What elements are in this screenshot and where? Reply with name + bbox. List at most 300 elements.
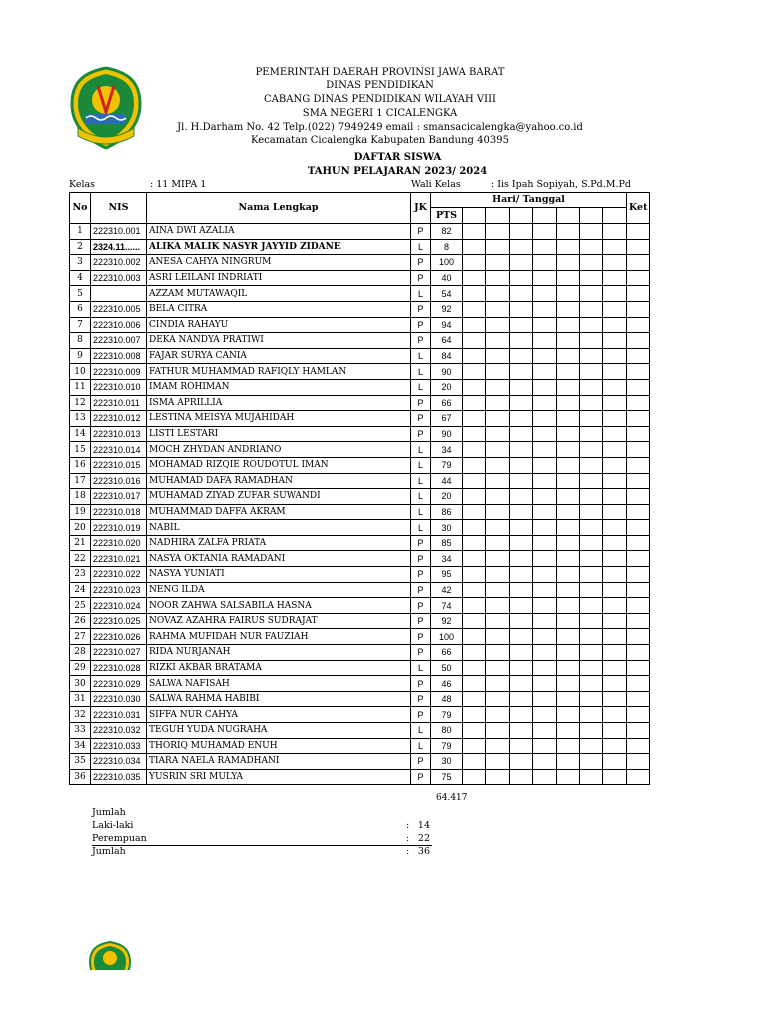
attendance-cell xyxy=(580,629,603,645)
student-gender: P xyxy=(411,645,431,661)
col-ket-header: Ket xyxy=(627,193,650,224)
empty-header-cell xyxy=(557,208,580,224)
attendance-cell xyxy=(463,520,486,536)
attendance-cell xyxy=(557,379,580,395)
attendance-cell xyxy=(580,754,603,770)
header-address: Jl. H.Darham No. 42 Telp.(022) 7949249 email : smansacicalengka@yahoo.co.id xyxy=(177,122,583,133)
student-gender: L xyxy=(411,379,431,395)
student-nis xyxy=(91,286,147,302)
attendance-cell xyxy=(603,442,627,458)
student-nis: 222310.012 xyxy=(91,411,147,427)
attendance-cell xyxy=(533,754,557,770)
student-nis: 222310.003 xyxy=(91,270,147,286)
table-row xyxy=(70,551,650,567)
attendance-cell xyxy=(486,224,510,240)
attendance-cell xyxy=(533,738,557,754)
row-number: 16 xyxy=(70,457,91,473)
table-row xyxy=(70,613,650,629)
attendance-cell xyxy=(510,255,533,271)
student-gender: P xyxy=(411,301,431,317)
student-nis: 222310.017 xyxy=(91,489,147,505)
attendance-cell xyxy=(463,504,486,520)
remark-cell xyxy=(627,395,650,411)
empty-header-cell xyxy=(603,208,627,224)
student-nis: 222310.024 xyxy=(91,598,147,614)
attendance-cell xyxy=(580,582,603,598)
attendance-cell xyxy=(557,629,580,645)
student-name: ANESA CAHYA NINGRUM xyxy=(147,255,411,271)
student-pts-score: 90 xyxy=(431,364,463,380)
total-colon: : xyxy=(406,846,410,857)
row-number: 25 xyxy=(70,598,91,614)
attendance-cell xyxy=(557,567,580,583)
attendance-cell xyxy=(510,457,533,473)
attendance-cell xyxy=(463,660,486,676)
attendance-cell xyxy=(463,442,486,458)
attendance-cell xyxy=(603,301,627,317)
col-nis-header: NIS xyxy=(91,193,147,224)
attendance-cell xyxy=(533,333,557,349)
student-table xyxy=(69,192,650,785)
female-colon: : xyxy=(406,833,410,844)
homeroom-value: : Iis Ipah Sopiyah, S.Pd.M.Pd xyxy=(491,179,631,190)
attendance-cell xyxy=(603,535,627,551)
student-name: NENG ILDA xyxy=(147,582,411,598)
attendance-cell xyxy=(463,286,486,302)
student-gender: P xyxy=(411,317,431,333)
student-pts-score: 20 xyxy=(431,379,463,395)
female-count: 22 xyxy=(417,833,430,844)
attendance-cell xyxy=(580,239,603,255)
student-gender: L xyxy=(411,738,431,754)
attendance-cell xyxy=(557,754,580,770)
attendance-cell xyxy=(510,645,533,661)
attendance-cell xyxy=(557,473,580,489)
attendance-cell xyxy=(510,426,533,442)
attendance-cell xyxy=(533,660,557,676)
remark-cell xyxy=(627,613,650,629)
remark-cell xyxy=(627,691,650,707)
student-name: AINA DWI AZALIA xyxy=(147,224,411,240)
attendance-cell xyxy=(486,645,510,661)
remark-cell xyxy=(627,457,650,473)
remark-cell xyxy=(627,738,650,754)
attendance-cell xyxy=(510,723,533,739)
attendance-cell xyxy=(603,551,627,567)
attendance-cell xyxy=(463,676,486,692)
remark-cell xyxy=(627,567,650,583)
student-pts-score: 95 xyxy=(431,567,463,583)
remark-cell xyxy=(627,255,650,271)
attendance-cell xyxy=(463,301,486,317)
student-pts-score: 66 xyxy=(431,645,463,661)
student-nis: 222310.005 xyxy=(91,301,147,317)
attendance-cell xyxy=(580,379,603,395)
total-count: 36 xyxy=(417,846,430,857)
student-gender: P xyxy=(411,769,431,785)
header-gov-line: PEMERINTAH DAERAH PROVINSI JAWA BARAT xyxy=(255,67,505,78)
attendance-cell xyxy=(557,582,580,598)
student-gender: P xyxy=(411,754,431,770)
remark-cell xyxy=(627,333,650,349)
attendance-cell xyxy=(463,239,486,255)
empty-header-cell xyxy=(463,208,486,224)
attendance-cell xyxy=(486,286,510,302)
attendance-cell xyxy=(463,707,486,723)
attendance-cell xyxy=(486,333,510,349)
student-name: RIDA NURJANAH xyxy=(147,645,411,661)
table-row xyxy=(70,301,650,317)
attendance-cell xyxy=(486,473,510,489)
attendance-cell xyxy=(533,379,557,395)
table-row xyxy=(70,317,650,333)
student-gender: L xyxy=(411,348,431,364)
attendance-cell xyxy=(557,239,580,255)
student-gender: P xyxy=(411,582,431,598)
attendance-cell xyxy=(463,379,486,395)
attendance-cell xyxy=(580,738,603,754)
student-name: NOOR ZAHWA SALSABILA HASNA xyxy=(147,598,411,614)
male-colon: : xyxy=(406,820,410,831)
student-name: MOCH ZHYDAN ANDRIANO xyxy=(147,442,411,458)
header-school-name: SMA NEGERI 1 CICALENGKA xyxy=(302,108,458,119)
header-dept-line: DINAS PENDIDIKAN xyxy=(326,80,434,91)
remark-cell xyxy=(627,270,650,286)
remark-cell xyxy=(627,629,650,645)
table-row xyxy=(70,333,650,349)
west-java-emblem-icon xyxy=(88,940,132,970)
row-number: 4 xyxy=(70,270,91,286)
col-pts-header: PTS xyxy=(431,208,463,224)
attendance-cell xyxy=(533,224,557,240)
student-name: MUHAMAD ZIYAD ZUFAR SUWANDI xyxy=(147,489,411,505)
attendance-cell xyxy=(533,551,557,567)
student-pts-score: 42 xyxy=(431,582,463,598)
student-gender: L xyxy=(411,660,431,676)
attendance-cell xyxy=(486,754,510,770)
attendance-cell xyxy=(463,582,486,598)
table-row xyxy=(70,520,650,536)
student-name: RAHMA MUFIDAH NUR FAUZIAH xyxy=(147,629,411,645)
attendance-cell xyxy=(510,738,533,754)
row-number: 22 xyxy=(70,551,91,567)
attendance-cell xyxy=(557,301,580,317)
table-row xyxy=(70,457,650,473)
remark-cell xyxy=(627,660,650,676)
student-pts-score: 90 xyxy=(431,426,463,442)
student-name: FAJAR SURYA CANIA xyxy=(147,348,411,364)
row-number: 7 xyxy=(70,317,91,333)
student-name: BELA CITRA xyxy=(147,301,411,317)
attendance-cell xyxy=(603,629,627,645)
row-number: 29 xyxy=(70,660,91,676)
student-pts-score: 92 xyxy=(431,613,463,629)
table-row xyxy=(70,489,650,505)
student-name: TIARA NAELA RAMADHANI xyxy=(147,754,411,770)
attendance-cell xyxy=(510,520,533,536)
student-nis: 222310.016 xyxy=(91,473,147,489)
student-gender: P xyxy=(411,535,431,551)
student-nis: 222310.001 xyxy=(91,224,147,240)
student-nis: 222310.008 xyxy=(91,348,147,364)
row-number: 32 xyxy=(70,707,91,723)
student-gender: P xyxy=(411,395,431,411)
attendance-cell xyxy=(557,255,580,271)
student-gender: L xyxy=(411,286,431,302)
remark-cell xyxy=(627,535,650,551)
attendance-cell xyxy=(603,364,627,380)
student-gender: P xyxy=(411,270,431,286)
attendance-cell xyxy=(533,442,557,458)
document-title: DAFTAR SISWA xyxy=(353,152,442,163)
attendance-cell xyxy=(557,613,580,629)
attendance-cell xyxy=(603,239,627,255)
table-row xyxy=(70,239,650,255)
attendance-cell xyxy=(486,613,510,629)
student-nis: 222310.026 xyxy=(91,629,147,645)
attendance-cell xyxy=(486,442,510,458)
attendance-cell xyxy=(486,520,510,536)
student-gender: P xyxy=(411,629,431,645)
attendance-cell xyxy=(533,364,557,380)
attendance-cell xyxy=(533,348,557,364)
attendance-cell xyxy=(603,504,627,520)
row-number: 13 xyxy=(70,411,91,427)
attendance-cell xyxy=(486,629,510,645)
attendance-cell xyxy=(603,333,627,349)
remark-cell xyxy=(627,754,650,770)
row-number: 23 xyxy=(70,567,91,583)
attendance-cell xyxy=(533,457,557,473)
attendance-cell xyxy=(463,535,486,551)
student-nis: 222310.031 xyxy=(91,707,147,723)
attendance-cell xyxy=(557,598,580,614)
student-pts-score: 50 xyxy=(431,660,463,676)
student-pts-score: 46 xyxy=(431,676,463,692)
row-number: 5 xyxy=(70,286,91,302)
attendance-cell xyxy=(463,255,486,271)
row-number: 36 xyxy=(70,769,91,785)
table-row xyxy=(70,364,650,380)
student-pts-score: 79 xyxy=(431,707,463,723)
table-row xyxy=(70,255,650,271)
attendance-cell xyxy=(557,489,580,505)
attendance-cell xyxy=(580,395,603,411)
student-name: NABIL xyxy=(147,520,411,536)
attendance-cell xyxy=(510,535,533,551)
student-nis: 222310.011 xyxy=(91,395,147,411)
student-pts-score: 67 xyxy=(431,411,463,427)
student-name: LISTI LESTARI xyxy=(147,426,411,442)
remark-cell xyxy=(627,239,650,255)
student-pts-score: 64 xyxy=(431,333,463,349)
attendance-cell xyxy=(486,723,510,739)
student-gender: P xyxy=(411,333,431,349)
student-gender: L xyxy=(411,723,431,739)
student-gender: P xyxy=(411,567,431,583)
attendance-cell xyxy=(533,535,557,551)
attendance-cell xyxy=(603,723,627,739)
table-row xyxy=(70,473,650,489)
table-row xyxy=(70,535,650,551)
student-pts-score: 94 xyxy=(431,317,463,333)
attendance-cell xyxy=(580,255,603,271)
attendance-cell xyxy=(486,426,510,442)
row-number: 10 xyxy=(70,364,91,380)
student-pts-score: 80 xyxy=(431,723,463,739)
table-row xyxy=(70,411,650,427)
remark-cell xyxy=(627,707,650,723)
attendance-cell xyxy=(463,723,486,739)
attendance-cell xyxy=(557,348,580,364)
col-date-header: Hari/ Tanggal xyxy=(431,193,627,208)
remark-cell xyxy=(627,489,650,505)
empty-header-cell xyxy=(510,208,533,224)
attendance-cell xyxy=(533,676,557,692)
row-number: 19 xyxy=(70,504,91,520)
homeroom-label: Wali Kelas xyxy=(411,179,461,190)
attendance-cell xyxy=(557,504,580,520)
student-name: ISMA APRILLIA xyxy=(147,395,411,411)
row-number: 34 xyxy=(70,738,91,754)
attendance-cell xyxy=(603,676,627,692)
attendance-cell xyxy=(486,364,510,380)
student-pts-score: 34 xyxy=(431,442,463,458)
student-rows xyxy=(70,224,650,785)
student-name: NASYA YUNIATI xyxy=(147,567,411,583)
student-nis: 222310.022 xyxy=(91,567,147,583)
attendance-cell xyxy=(510,582,533,598)
remark-cell xyxy=(627,520,650,536)
student-nis: 222310.014 xyxy=(91,442,147,458)
attendance-cell xyxy=(510,239,533,255)
student-pts-score: 40 xyxy=(431,270,463,286)
attendance-cell xyxy=(510,551,533,567)
attendance-cell xyxy=(486,379,510,395)
table-row xyxy=(70,707,650,723)
student-gender: L xyxy=(411,442,431,458)
student-name: MOHAMAD RIZQIE ROUDOTUL IMAN xyxy=(147,457,411,473)
attendance-cell xyxy=(557,270,580,286)
student-gender: P xyxy=(411,426,431,442)
student-name: SALWA NAFISAH xyxy=(147,676,411,692)
remark-cell xyxy=(627,224,650,240)
student-nis: 222310.029 xyxy=(91,676,147,692)
attendance-cell xyxy=(510,473,533,489)
attendance-cell xyxy=(486,504,510,520)
attendance-cell xyxy=(557,535,580,551)
row-number: 1 xyxy=(70,224,91,240)
attendance-cell xyxy=(603,598,627,614)
attendance-cell xyxy=(463,457,486,473)
attendance-cell xyxy=(486,411,510,427)
attendance-cell xyxy=(603,348,627,364)
attendance-cell xyxy=(486,582,510,598)
attendance-cell xyxy=(603,224,627,240)
male-count: 14 xyxy=(417,820,430,831)
attendance-cell xyxy=(580,348,603,364)
student-nis: 222310.025 xyxy=(91,613,147,629)
attendance-cell xyxy=(533,317,557,333)
attendance-cell xyxy=(533,504,557,520)
attendance-cell xyxy=(557,457,580,473)
remark-cell xyxy=(627,286,650,302)
attendance-cell xyxy=(603,567,627,583)
attendance-cell xyxy=(603,645,627,661)
attendance-cell xyxy=(557,769,580,785)
attendance-cell xyxy=(510,567,533,583)
row-number: 20 xyxy=(70,520,91,536)
attendance-cell xyxy=(486,769,510,785)
attendance-cell xyxy=(463,348,486,364)
row-number: 28 xyxy=(70,645,91,661)
student-pts-score: 30 xyxy=(431,754,463,770)
table-row xyxy=(70,629,650,645)
attendance-cell xyxy=(557,645,580,661)
student-pts-score: 44 xyxy=(431,473,463,489)
table-row xyxy=(70,754,650,770)
attendance-cell xyxy=(580,301,603,317)
student-name: THORIQ MUHAMAD ENUH xyxy=(147,738,411,754)
row-number: 18 xyxy=(70,489,91,505)
class-value: : 11 MIPA 1 xyxy=(150,179,207,190)
attendance-cell xyxy=(510,395,533,411)
attendance-cell xyxy=(510,504,533,520)
attendance-cell xyxy=(486,567,510,583)
attendance-cell xyxy=(580,613,603,629)
table-row xyxy=(70,442,650,458)
table-row xyxy=(70,582,650,598)
attendance-cell xyxy=(603,395,627,411)
student-nis: 222310.033 xyxy=(91,738,147,754)
student-pts-score: 82 xyxy=(431,224,463,240)
attendance-cell xyxy=(533,473,557,489)
student-gender: P xyxy=(411,691,431,707)
attendance-cell xyxy=(603,379,627,395)
student-nis: 222310.027 xyxy=(91,645,147,661)
attendance-cell xyxy=(603,707,627,723)
attendance-cell xyxy=(533,270,557,286)
student-gender: P xyxy=(411,411,431,427)
attendance-cell xyxy=(557,442,580,458)
attendance-cell xyxy=(603,286,627,302)
attendance-cell xyxy=(463,489,486,505)
row-number: 35 xyxy=(70,754,91,770)
attendance-cell xyxy=(580,598,603,614)
attendance-cell xyxy=(580,660,603,676)
row-number: 27 xyxy=(70,629,91,645)
attendance-cell xyxy=(603,457,627,473)
attendance-cell xyxy=(510,769,533,785)
attendance-cell xyxy=(557,723,580,739)
attendance-cell xyxy=(463,629,486,645)
student-pts-score: 54 xyxy=(431,286,463,302)
student-nis: 222310.030 xyxy=(91,691,147,707)
attendance-cell xyxy=(463,224,486,240)
attendance-cell xyxy=(463,317,486,333)
table-row xyxy=(70,676,650,692)
attendance-cell xyxy=(510,286,533,302)
attendance-cell xyxy=(603,691,627,707)
attendance-cell xyxy=(580,676,603,692)
attendance-cell xyxy=(603,520,627,536)
student-pts-score: 8 xyxy=(431,239,463,255)
attendance-cell xyxy=(533,613,557,629)
attendance-cell xyxy=(486,317,510,333)
attendance-cell xyxy=(603,738,627,754)
attendance-cell xyxy=(580,691,603,707)
attendance-cell xyxy=(557,224,580,240)
